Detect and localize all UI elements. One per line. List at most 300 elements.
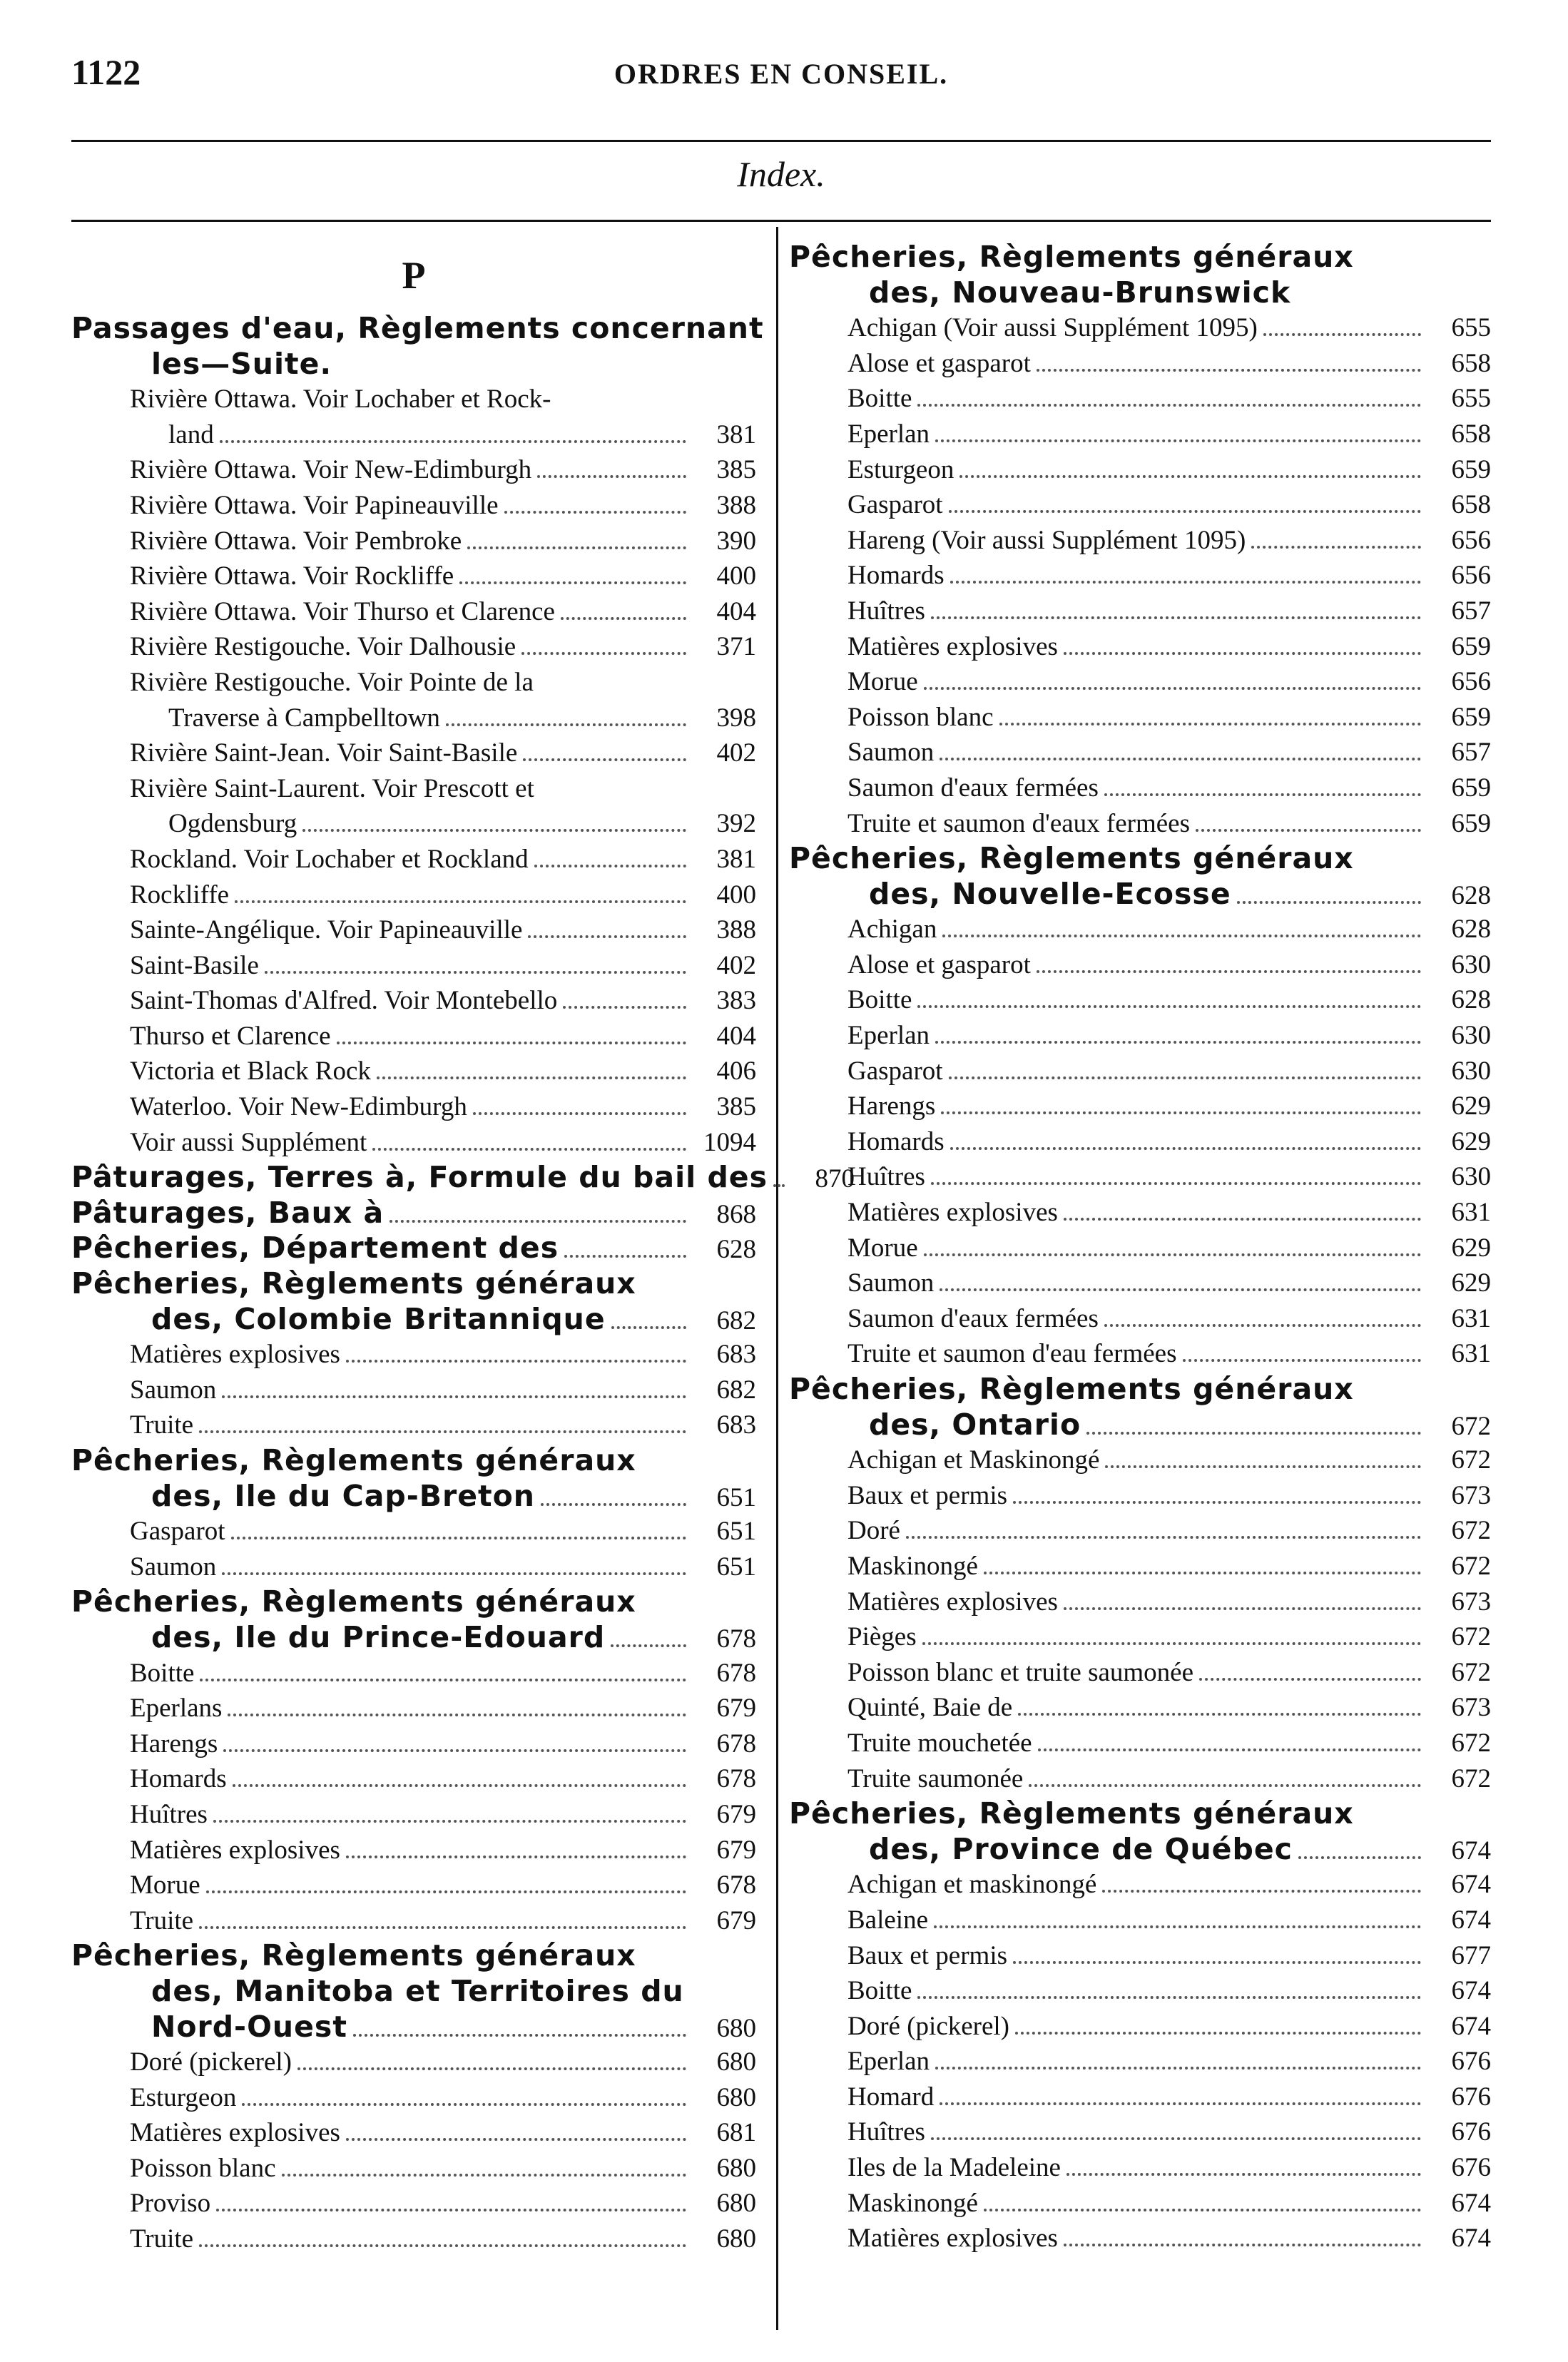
entry-text: Gasparot (847, 490, 943, 520)
entry-text: Pêcheries, Règlements généraux (789, 1796, 1354, 1831)
dot-leader (940, 1288, 1421, 1291)
page-reference: 631 (1451, 1198, 1491, 1228)
dot-leader (223, 1749, 686, 1752)
page-reference: 398 (716, 703, 756, 733)
index-entry-line (71, 665, 756, 701)
entry-text: Saumon (130, 1552, 217, 1582)
page-reference: 388 (716, 915, 756, 945)
entry-text: Truite mouchetée (847, 1728, 1032, 1758)
index-entry-line (71, 701, 756, 736)
index-entry-line (789, 1726, 1491, 1761)
index-heading-line (71, 1938, 756, 1974)
entry-text: Truite et saumon d'eau fermées (847, 1339, 1177, 1369)
index-entry-line (71, 948, 756, 984)
page-reference: 388 (716, 490, 756, 520)
entry-text: Gasparot (130, 1517, 225, 1547)
dot-leader (1037, 369, 1421, 372)
page-reference: 679 (716, 1694, 756, 1724)
entry-text: Nord-Ouest (151, 2009, 347, 2044)
dot-leader (917, 1005, 1421, 1008)
page-reference: 402 (716, 738, 756, 768)
page-reference: 631 (1451, 1339, 1491, 1369)
index-heading-line (71, 2010, 756, 2045)
dot-leader (1038, 1748, 1421, 1751)
index-entry-line (71, 1337, 756, 1373)
dot-leader (984, 1572, 1421, 1574)
dot-leader (233, 1784, 686, 1787)
dot-leader (934, 1925, 1421, 1928)
entry-text: Saint-Thomas d'Alfred. Voir Montebello (130, 986, 558, 1016)
page-reference: 402 (716, 950, 756, 980)
dot-leader (216, 2209, 686, 2211)
index-entry-line (789, 310, 1491, 346)
entry-text: Boitte (847, 985, 912, 1015)
index-heading-line (71, 1266, 756, 1302)
dot-leader (1105, 1465, 1421, 1468)
dot-leader (446, 723, 686, 726)
dot-leader (199, 1430, 686, 1433)
index-entry-line (789, 735, 1491, 770)
entry-text: Victoria et Black Rock (130, 1057, 371, 1086)
entry-text: les—Suite. (151, 346, 332, 381)
page-reference: 659 (1451, 454, 1491, 484)
entry-text: Matières explosives (847, 1587, 1058, 1617)
index-entry-line (71, 1691, 756, 1726)
entry-text: Proviso (130, 2189, 211, 2219)
entry-text: des, Nouvelle-Ecosse (869, 876, 1231, 911)
index-entry-line (789, 1301, 1491, 1337)
entry-text: des, Province de Québec (869, 1831, 1293, 1866)
index-heading-line (71, 1196, 756, 1231)
entry-text: Matières explosives (847, 2224, 1058, 2254)
dot-leader (922, 1642, 1421, 1645)
entry-text: Rivière Ottawa. Voir Rockliffe (130, 561, 454, 591)
entry-text: Pêcheries, Règlements généraux (71, 1266, 636, 1301)
index-heading-line (789, 1407, 1491, 1443)
page-reference: 674 (1451, 1836, 1491, 1865)
index-entry-line (71, 382, 756, 417)
entry-text: Boitte (847, 1976, 912, 2006)
entry-text: Hareng (Voir aussi Supplément 1095) (847, 525, 1246, 555)
page-reference: 678 (716, 1624, 756, 1654)
page-reference: 672 (1451, 1763, 1491, 1793)
dot-leader (213, 1820, 686, 1823)
index-heading-line (71, 1160, 855, 1196)
page-reference: 679 (716, 1905, 756, 1935)
dot-leader (906, 1536, 1421, 1539)
entry-text: Poisson blanc et truite saumonée (847, 1657, 1194, 1687)
page-reference: 678 (716, 1729, 756, 1758)
dot-leader (1066, 2173, 1421, 2176)
dot-leader (940, 2102, 1421, 2105)
section-letter: P (402, 254, 426, 297)
page-reference: 371 (716, 632, 756, 662)
page-reference: 631 (1451, 1303, 1491, 1333)
entry-text: Poisson blanc (130, 2153, 276, 2183)
entry-text: Matières explosives (847, 1198, 1058, 1228)
entry-text: Doré (pickerel) (847, 2011, 1010, 2041)
page-reference: 683 (716, 1340, 756, 1370)
page-reference: 683 (716, 1410, 756, 1440)
page-reference: 629 (1451, 1091, 1491, 1121)
dot-leader (959, 475, 1421, 478)
entry-text: Pièges (847, 1622, 917, 1652)
index-entry-line (789, 417, 1491, 452)
index-heading-line (71, 1620, 756, 1656)
page-reference: 678 (716, 1870, 756, 1900)
page-reference: 679 (716, 1835, 756, 1865)
index-entry-line (71, 452, 756, 488)
index-entry-line (789, 1761, 1491, 1797)
dot-leader (942, 935, 1421, 937)
page-reference: 630 (1451, 1021, 1491, 1051)
entry-text: Saumon d'eaux fermées (847, 1303, 1099, 1333)
entry-text: des, Colombie Britannique (151, 1301, 606, 1336)
index-entry-line (789, 1195, 1491, 1231)
dot-leader (377, 1076, 686, 1079)
page-reference: 672 (1451, 1516, 1491, 1546)
entry-text: Truite (130, 2224, 194, 2254)
dot-leader (1018, 1713, 1421, 1716)
entry-text: Pâturages, Baux à (71, 1195, 385, 1230)
page-reference: 672 (1451, 1622, 1491, 1652)
entry-text: land (168, 419, 214, 449)
entry-text: Rivière Ottawa. Voir Pembroke (130, 526, 462, 556)
page-reference: 680 (716, 2082, 756, 2112)
index-entry-line (71, 2045, 756, 2080)
dot-leader (935, 1041, 1421, 1044)
index-column-left (71, 240, 855, 2257)
page-reference: 679 (716, 1799, 756, 1829)
page-number: 1122 (71, 52, 141, 92)
entry-text: Pêcheries, Règlements généraux (71, 1443, 636, 1477)
entry-text: Homards (847, 1126, 945, 1156)
page-reference: 674 (1451, 1976, 1491, 2006)
index-entry-line (789, 947, 1491, 983)
index-entry-line (71, 594, 756, 630)
page-reference: 628 (1451, 985, 1491, 1015)
entry-text: Rivière Restigouche. Voir Pointe de la (130, 667, 534, 697)
index-entry-line (789, 1442, 1491, 1478)
entry-text: Traverse à Campbelltown (168, 703, 440, 733)
dot-leader (242, 2103, 686, 2106)
entry-text: Maskinongé (847, 2188, 978, 2218)
index-heading-line (789, 240, 1491, 275)
page-reference: 659 (1451, 808, 1491, 838)
page-reference: 651 (716, 1517, 756, 1547)
entry-text: Rivière Saint-Jean. Voir Saint-Basile (130, 738, 518, 768)
index-entry-line (789, 1867, 1491, 1903)
page-reference: 868 (716, 1199, 756, 1229)
index-entry-line (789, 982, 1491, 1018)
page-reference: 651 (716, 1552, 756, 1582)
index-entry-line (71, 983, 756, 1019)
page-reference: 677 (1451, 1940, 1491, 1970)
dot-leader (337, 1042, 687, 1044)
entry-text: Morue (130, 1870, 200, 1900)
entry-text: Huîtres (847, 596, 925, 626)
dot-leader (563, 1006, 686, 1009)
index-entry-line (71, 524, 756, 559)
index-entry-line (71, 1726, 756, 1762)
dot-leader (1263, 333, 1421, 336)
index-entry-line (789, 381, 1491, 417)
entry-text: Eperlans (130, 1694, 223, 1724)
index-entry-line (71, 1019, 756, 1054)
index-entry-line (71, 1903, 756, 1939)
entry-text: Pêcheries, Règlements généraux (789, 240, 1354, 274)
index-entry-line (71, 842, 756, 877)
index-entry-line (789, 346, 1491, 382)
index-entry-line (789, 1903, 1491, 1938)
page-reference: 676 (1451, 2047, 1491, 2077)
dot-leader (950, 581, 1421, 584)
dot-leader (1037, 970, 1421, 973)
entry-text: des, Ontario (869, 1407, 1081, 1442)
entry-text: Pêcheries, Règlements généraux (789, 1372, 1354, 1406)
entry-text: Ogdensburg (168, 809, 297, 839)
dot-leader (611, 1644, 686, 1647)
index-heading-line (789, 1372, 1491, 1407)
dot-leader (949, 510, 1421, 513)
index-entry-line (71, 417, 756, 453)
index-entry-line (71, 1373, 756, 1408)
index-heading-line (789, 275, 1491, 311)
index-entry-line (789, 2080, 1491, 2115)
entry-text: Saumon (847, 1268, 935, 1298)
index-heading-line (789, 841, 1491, 877)
index-entry-line (71, 771, 756, 807)
page-reference: 657 (1451, 738, 1491, 768)
index-entry-line (789, 1619, 1491, 1655)
page-reference: 629 (1451, 1126, 1491, 1156)
index-heading-line (789, 1832, 1491, 1868)
dot-leader (222, 1395, 686, 1398)
index-entry-line (789, 629, 1491, 665)
dot-leader (528, 935, 686, 938)
dot-leader (999, 723, 1421, 726)
entry-text: Saumon d'eaux fermées (847, 773, 1099, 803)
dot-leader (521, 652, 686, 655)
page-reference: 681 (716, 2118, 756, 2148)
dot-leader (773, 1184, 785, 1187)
dot-leader (372, 1148, 686, 1151)
index-entry-line (789, 1655, 1491, 1691)
page-reference: 381 (716, 844, 756, 874)
entry-text: Boitte (130, 1658, 195, 1688)
index-entry-line (71, 1125, 756, 1161)
dot-leader (231, 1537, 686, 1539)
page-reference: 392 (716, 809, 756, 839)
entry-text: Sainte-Angélique. Voir Papineauville (130, 915, 523, 945)
dot-leader (353, 2034, 686, 2037)
index-entry-line (71, 1089, 756, 1125)
index-entry-line (71, 1407, 756, 1443)
entry-text: Waterloo. Voir New-Edimburgh (130, 1092, 467, 1122)
page-reference: 680 (716, 2153, 756, 2183)
page-reference: 657 (1451, 596, 1491, 626)
page-reference: 383 (716, 986, 756, 1016)
entry-text: des, Ile du Prince-Edouard (151, 1619, 606, 1654)
dot-leader (534, 865, 686, 867)
entry-text: Pêcheries, Règlements généraux (71, 1938, 636, 1973)
dot-leader (1015, 2032, 1421, 2035)
dot-leader (302, 829, 686, 832)
entry-text: Rivière Ottawa. Voir Papineauville (130, 490, 499, 520)
page-reference: 655 (1451, 384, 1491, 414)
entry-text: Eperlan (847, 2047, 930, 2077)
entry-text: Baux et permis (847, 1480, 1008, 1510)
page-reference: 628 (716, 1235, 756, 1265)
entry-text: Eperlan (847, 1021, 930, 1051)
page-reference: 658 (1451, 419, 1491, 449)
index-entry-line (789, 700, 1491, 735)
dot-leader (228, 1714, 686, 1716)
index-column-right (789, 240, 1491, 2256)
entry-text: Achigan et maskinongé (847, 1870, 1097, 1900)
page-reference: 672 (1451, 1657, 1491, 1687)
page-reference: 404 (716, 1021, 756, 1051)
index-entry-line (789, 1124, 1491, 1160)
page-reference: 658 (1451, 490, 1491, 520)
page-reference: 385 (716, 1092, 756, 1122)
index-entry-line (71, 735, 756, 771)
dot-leader (950, 1147, 1421, 1150)
entry-text: Morue (847, 1233, 918, 1263)
index-entry-line (789, 558, 1491, 594)
index-entry-line (789, 2186, 1491, 2221)
dot-leader (537, 475, 686, 478)
dot-leader (346, 1360, 686, 1363)
dot-leader (206, 1890, 686, 1893)
entry-text: Alose et gasparot (847, 950, 1031, 979)
index-heading-line (71, 1584, 756, 1620)
page-reference: 680 (716, 2047, 756, 2077)
dot-leader (504, 511, 686, 514)
page-reference: 678 (716, 1658, 756, 1688)
index-entry-line (789, 1266, 1491, 1301)
entry-text: Achigan (Voir aussi Supplément 1095) (847, 313, 1258, 343)
index-entry-line (789, 770, 1491, 806)
page-reference: 658 (1451, 348, 1491, 378)
index-entry-line (71, 1868, 756, 1903)
index-entry-line (71, 1761, 756, 1797)
index-entry-line (71, 1549, 756, 1585)
index-entry-line (789, 523, 1491, 559)
dot-leader (1013, 1961, 1421, 1964)
dot-leader (523, 758, 686, 761)
index-entry-line (789, 1549, 1491, 1584)
dot-leader (1064, 652, 1421, 655)
entry-text: Esturgeon (130, 2082, 237, 2112)
dot-leader (1064, 2244, 1421, 2246)
page-reference: 656 (1451, 525, 1491, 555)
entry-text: Truite (130, 1410, 194, 1440)
dot-leader (1237, 901, 1421, 904)
header-rule (71, 140, 1491, 142)
index-entry-line (71, 877, 756, 913)
dot-leader (459, 581, 686, 584)
index-entry-line (789, 1690, 1491, 1726)
dot-leader (917, 1996, 1421, 1999)
dot-leader (935, 439, 1421, 442)
page-reference: 673 (1451, 1480, 1491, 1510)
dot-leader (564, 1255, 686, 1258)
page-reference: 1094 (703, 1127, 756, 1157)
entry-text: Rivière Ottawa. Voir Thurso et Clarence (130, 596, 555, 626)
entry-text: Harengs (847, 1091, 936, 1121)
page-reference: 674 (1451, 2224, 1491, 2254)
entry-text: Pâturages, Terres à, Formule du bail des (71, 1160, 768, 1195)
page-reference: 673 (1451, 1693, 1491, 1723)
index-entry-line (789, 1513, 1491, 1549)
index-entry-line (71, 1833, 756, 1868)
dot-leader (1104, 1324, 1421, 1327)
index-entry-line (789, 1054, 1491, 1089)
entry-text: Achigan (847, 915, 937, 945)
index-heading-line (71, 1974, 756, 2010)
index-heading-line (71, 311, 764, 347)
entry-text: Saumon (130, 1375, 217, 1405)
index-entry-line (71, 629, 756, 665)
index-entry-line (789, 487, 1491, 523)
page-reference: 381 (716, 419, 756, 449)
entry-text: Alose et gasparot (847, 348, 1031, 378)
dot-leader (561, 617, 686, 620)
entry-text: Homard (847, 2082, 935, 2112)
entry-text: Doré (pickerel) (130, 2047, 292, 2077)
entry-text: Saint-Basile (130, 950, 259, 980)
dot-leader (1183, 1359, 1421, 1362)
index-entry-line (71, 1054, 756, 1089)
page-reference: 630 (1451, 1056, 1491, 1086)
page-header (71, 44, 1491, 101)
dot-leader (1086, 1432, 1421, 1435)
index-entry-line (789, 1584, 1491, 1620)
dot-leader (1064, 1218, 1421, 1221)
entry-text: Morue (847, 667, 918, 697)
dot-leader (346, 2138, 686, 2141)
dot-leader (297, 2067, 686, 2070)
page-reference: 628 (1451, 880, 1491, 910)
index-entry-line (789, 2150, 1491, 2186)
page-reference: 674 (1451, 1905, 1491, 1935)
index-entry-line (71, 2115, 756, 2151)
index-entry-line (789, 452, 1491, 488)
index-entry-line (789, 1018, 1491, 1054)
page-reference: 680 (716, 2224, 756, 2254)
index-entry-line (71, 806, 756, 842)
dot-leader (1199, 1678, 1421, 1681)
page-reference: 406 (716, 1057, 756, 1086)
entry-text: Poisson blanc (847, 702, 994, 732)
dot-leader (467, 546, 686, 549)
entry-text: Homards (130, 1764, 227, 1794)
entry-text: Truite et saumon d'eaux fermées (847, 808, 1191, 838)
page-reference: 659 (1451, 631, 1491, 661)
page-reference: 674 (1451, 2011, 1491, 2041)
index-entry-line (71, 559, 756, 594)
entry-text: Thurso et Clarence (130, 1021, 331, 1051)
entry-text: Matières explosives (130, 2118, 340, 2148)
index-entry-line (71, 1656, 756, 1691)
page-reference: 680 (716, 2013, 756, 2043)
entry-text: Pêcheries, Règlements généraux (71, 1584, 636, 1619)
page-reference: 390 (716, 526, 756, 556)
page-reference: 404 (716, 596, 756, 626)
dot-leader (931, 1182, 1421, 1185)
entry-text: Rivière Ottawa. Voir Lochaber et Rock- (130, 385, 551, 414)
